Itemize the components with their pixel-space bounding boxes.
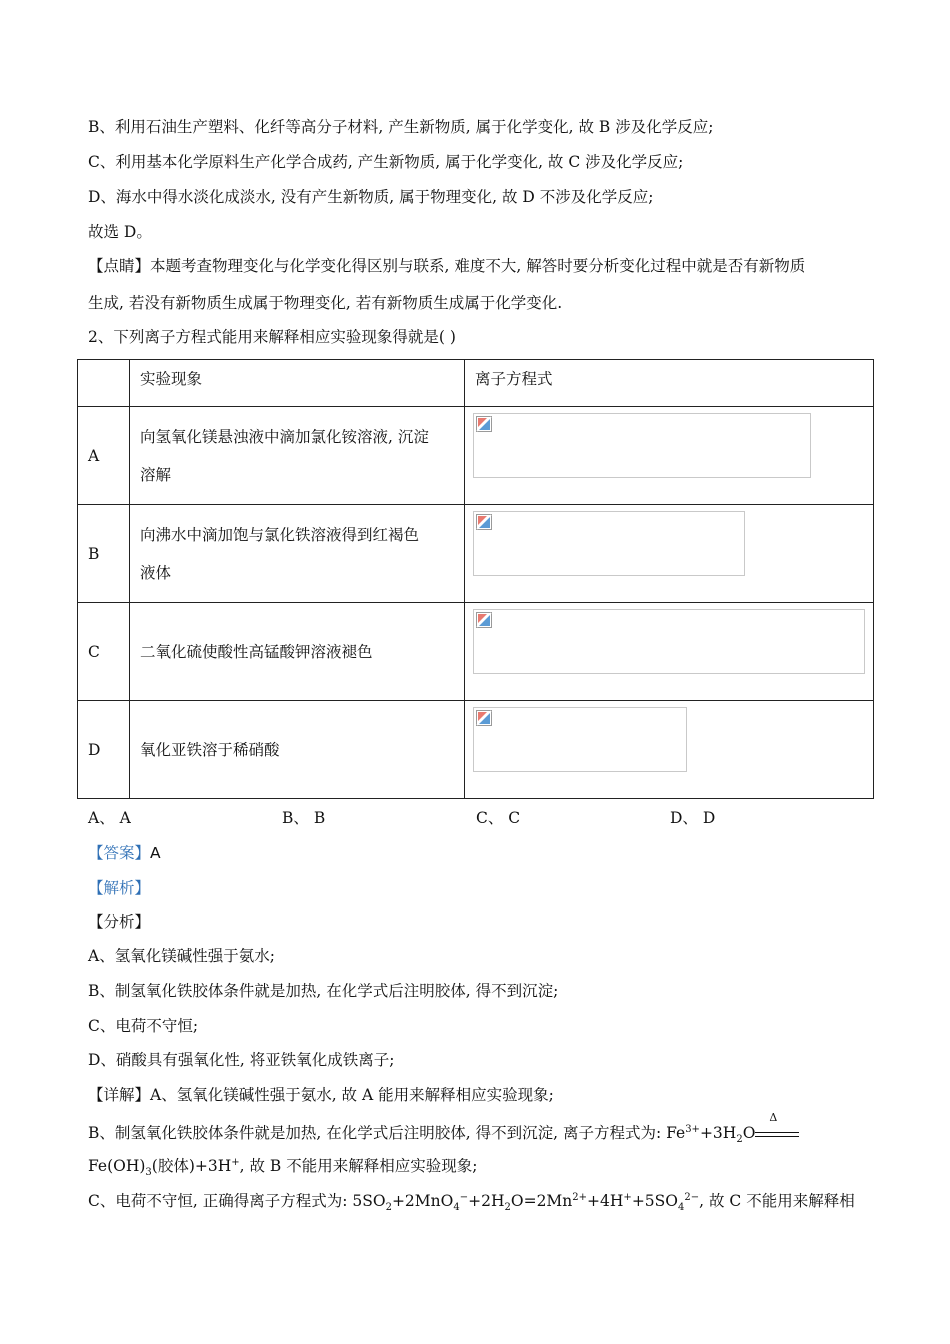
broken-image-icon <box>476 612 492 628</box>
table-row <box>78 701 874 799</box>
broken-image-icon <box>476 710 492 726</box>
detail-c-line: C、电荷不守恒, 正确得离子方程式为: $5SO_2+2MnO_4^-+2H_2O=2Mn^{2+}+4H^++5SO_4^{2-}$, 故 C 不能用来解释相 <box>88 1191 855 1214</box>
row-phenomenon: 向氢氧化镁悬浊液中滴加氯化铵溶液, 沉淀 溶解 <box>130 407 465 505</box>
equation-image-placeholder <box>473 707 687 772</box>
detail-b-line-2: $Fe(OH)_3$(胶体)+3H+, 故 B 不能用来解释相应实验现象; <box>88 1156 478 1179</box>
fenxi-tag: 【分析】 <box>88 913 151 931</box>
option-b: B、 B <box>282 809 326 827</box>
equation-image-placeholder <box>473 511 745 576</box>
table-row <box>78 505 874 603</box>
question-table <box>77 359 874 799</box>
option-a: A、 A <box>88 809 131 827</box>
line-4: 故选 D。 <box>88 223 152 241</box>
line-1: B、利用石油生产塑料、化纤等高分子材料, 产生新物质, 属于化学变化, 故 B 涉及化学反应; <box>88 118 714 136</box>
row-label: B <box>78 505 130 603</box>
answer-options <box>88 806 888 828</box>
table-row <box>78 407 874 505</box>
analysis-line: C、电荷不守恒; <box>88 1017 199 1035</box>
dianjing-line-1: 【点睛】本题考查物理变化与化学变化得区别与联系, 难度不大, 解答时要分析变化过程中就是否有新物质 <box>88 257 806 275</box>
table-header <box>78 360 874 407</box>
analysis-line: B、制氢氧化铁胶体条件就是加热, 在化学式后注明胶体, 得不到沉淀; <box>88 982 559 1000</box>
line-3: D、海水中得水淡化成淡水, 没有产生新物质, 属于物理变化, 故 D 不涉及化学反应; <box>88 188 654 206</box>
analysis-tag: 【解析】 <box>88 879 151 897</box>
row-phenomenon: 向沸水中滴加饱与氯化铁溶液得到红褐色 液体 <box>130 505 465 603</box>
equation-cell <box>465 701 874 799</box>
table-row <box>78 603 874 701</box>
analysis-line: A、氢氧化镁碱性强于氨水; <box>88 947 275 965</box>
equation-cell <box>465 505 874 603</box>
row-label: A <box>78 407 130 505</box>
heat-condition-symbol: Δ <box>755 1120 799 1140</box>
detail-a: 【详解】A、氢氧化镁碱性强于氨水, 故 A 能用来解释相应实验现象; <box>88 1086 554 1104</box>
option-c: C、 C <box>476 809 521 827</box>
equation-cell <box>465 407 874 505</box>
equation-image-placeholder <box>473 609 865 674</box>
answer-value: A <box>150 844 161 862</box>
row-label: C <box>78 603 130 701</box>
question-2: 2、下列离子方程式能用来解释相应实验现象得就是( ) <box>88 328 456 346</box>
analysis-line: D、硝酸具有强氧化性, 将亚铁氧化成铁离子; <box>88 1051 395 1069</box>
header-cell: 实验现象 <box>130 360 465 407</box>
broken-image-icon <box>476 514 492 530</box>
answer-line <box>88 843 161 863</box>
line-2: C、利用基本化学原料生产化学合成药, 产生新物质, 属于化学变化, 故 C 涉及化学反应; <box>88 153 684 171</box>
option-d: D、 D <box>670 809 716 827</box>
row-phenomenon: 二氧化硫使酸性高锰酸钾溶液褪色 <box>130 603 465 701</box>
equation-image-placeholder <box>473 413 811 478</box>
dianjing-line-2: 生成, 若没有新物质生成属于物理变化, 若有新物质生成属于化学变化. <box>88 294 563 312</box>
detail-b-line-1: B、制氢氧化铁胶体条件就是加热, 在化学式后注明胶体, 得不到沉淀, 离子方程式为: $Fe^{3+}+3H_2O$ Δ <box>88 1120 799 1143</box>
header-cell: 离子方程式 <box>465 360 874 407</box>
header-cell <box>78 360 130 407</box>
broken-image-icon <box>476 416 492 432</box>
equation-cell <box>465 603 874 701</box>
row-phenomenon: 氧化亚铁溶于稀硝酸 <box>130 701 465 799</box>
row-label: D <box>78 701 130 799</box>
answer-tag: 【答案】 <box>88 844 151 862</box>
